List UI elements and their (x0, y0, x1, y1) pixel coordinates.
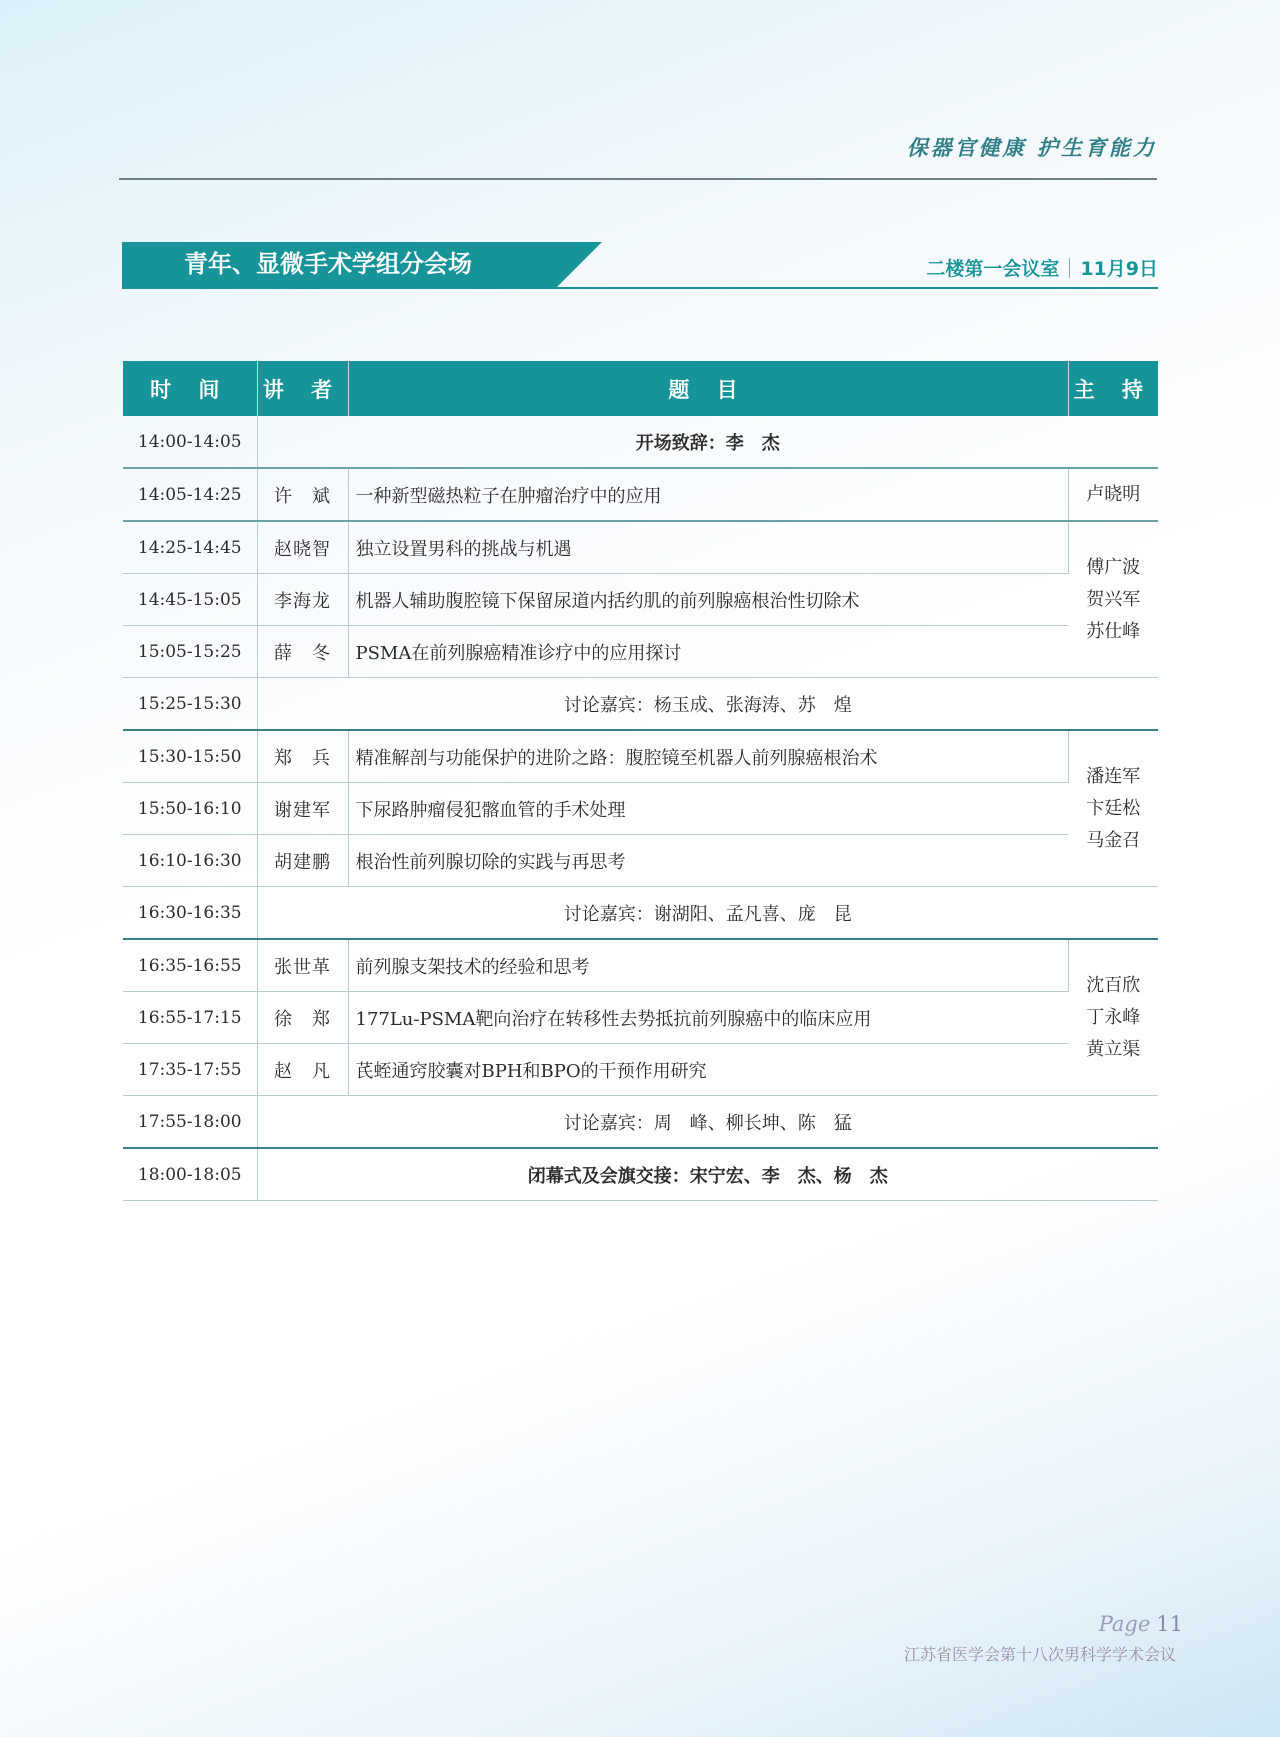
row-speaker: 郑 兵 (257, 730, 348, 783)
row-speaker: 胡建鹏 (257, 835, 348, 887)
row-topic: 机器人辅助腹腔镜下保留尿道内括约肌的前列腺癌根治性切除术 (348, 574, 1068, 626)
table-header-row (123, 361, 1158, 416)
header-topic: 题 目 (348, 361, 1068, 416)
table-row (123, 783, 1158, 835)
row-speaker: 张世革 (257, 939, 348, 992)
row-speaker: 李海龙 (257, 574, 348, 626)
discussion-guests: 讨论嘉宾：谢湖阳、孟凡喜、庞 昆 (257, 887, 1158, 940)
conference-name: 江苏省医学会第十八次男科学学术会议 (903, 1645, 1176, 1664)
header-speaker: 讲 者 (257, 361, 348, 416)
row-chair: 卢晓明 (1068, 468, 1158, 521)
row-time: 16:30-16:35 (123, 887, 257, 940)
page-word: Page (1098, 1612, 1151, 1636)
row-topic: PSMA在前列腺癌精准诊疗中的应用探讨 (348, 626, 1068, 678)
table-row (123, 468, 1158, 521)
table-row (123, 678, 1158, 731)
table-row (123, 416, 1158, 468)
row-topic: 下尿路肿瘤侵犯髂血管的手术处理 (348, 783, 1068, 835)
discussion-guests: 讨论嘉宾：杨玉成、张海涛、苏 煌 (257, 678, 1158, 731)
venue-date: 11月9日 (1080, 258, 1158, 280)
row-topic: 一种新型磁热粒子在肿瘤治疗中的应用 (348, 468, 1068, 521)
banner-slant (557, 242, 602, 287)
row-time: 17:35-17:55 (123, 1044, 257, 1096)
section-underline (122, 287, 1158, 289)
header-time: 时 间 (123, 361, 257, 416)
opening-remarks: 开场致辞：李 杰 (257, 416, 1158, 468)
discussion-guests: 讨论嘉宾：周 峰、柳长坤、陈 猛 (257, 1096, 1158, 1149)
row-topic: 芪蛭通窍胶囊对BPH和BPO的干预作用研究 (348, 1044, 1068, 1096)
row-speaker: 赵晓智 (257, 521, 348, 574)
table-row (123, 574, 1158, 626)
table-row (123, 521, 1158, 574)
row-speaker: 谢建军 (257, 783, 348, 835)
schedule-table (123, 361, 1158, 1201)
header-divider (119, 178, 1157, 180)
section-header (122, 242, 1158, 289)
row-time: 14:05-14:25 (123, 468, 257, 521)
row-time: 15:25-15:30 (123, 678, 257, 731)
row-time: 15:05-15:25 (123, 626, 257, 678)
row-speaker: 赵 凡 (257, 1044, 348, 1096)
row-time: 17:55-18:00 (123, 1096, 257, 1149)
row-topic: 精准解剖与功能保护的进阶之路：腹腔镜至机器人前列腺癌根治术 (348, 730, 1068, 783)
table-row (123, 730, 1158, 783)
table-row (123, 835, 1158, 887)
row-chair: 傅广波 贺兴军 苏仕峰 (1068, 521, 1158, 678)
section-title: 青年、显微手术学组分会场 (184, 250, 472, 278)
row-speaker: 许 斌 (257, 468, 348, 521)
table-row (123, 887, 1158, 940)
row-topic: 独立设置男科的挑战与机遇 (348, 521, 1068, 574)
header-chair: 主 持 (1068, 361, 1158, 416)
row-topic: 177Lu-PSMA靶向治疗在转移性去势抵抗前列腺癌中的临床应用 (348, 992, 1068, 1044)
venue-room: 二楼第一会议室 (926, 258, 1060, 280)
row-chair: 沈百欣 丁永峰 黄立渠 (1068, 939, 1158, 1096)
table-row (123, 1148, 1158, 1201)
row-speaker: 薛 冬 (257, 626, 348, 678)
row-time: 16:55-17:15 (123, 992, 257, 1044)
row-speaker: 徐 郑 (257, 992, 348, 1044)
table-row (123, 939, 1158, 992)
row-time: 14:00-14:05 (123, 416, 257, 468)
row-time: 14:45-15:05 (123, 574, 257, 626)
table-row (123, 1044, 1158, 1096)
slogan: 保器官健康 护生育能力 (906, 135, 1157, 160)
row-time: 18:00-18:05 (123, 1148, 257, 1201)
table-row (123, 1096, 1158, 1149)
section-title-banner (122, 242, 557, 287)
venue-separator (1069, 258, 1070, 278)
row-time: 15:50-16:10 (123, 783, 257, 835)
table-row (123, 992, 1158, 1044)
closing-ceremony: 闭幕式及会旗交接：宋宁宏、李 杰、杨 杰 (257, 1148, 1158, 1201)
row-topic: 前列腺支架技术的经验和思考 (348, 939, 1068, 992)
row-time: 15:30-15:50 (123, 730, 257, 783)
row-chair: 潘连军 卞廷松 马金召 (1068, 730, 1158, 887)
row-time: 16:35-16:55 (123, 939, 257, 992)
page-number (1099, 1612, 1183, 1636)
venue-info (926, 254, 1158, 281)
row-time: 14:25-14:45 (123, 521, 257, 574)
table-row (123, 626, 1158, 678)
page-number-value: 11 (1156, 1612, 1183, 1636)
row-topic: 根治性前列腺切除的实践与再思考 (348, 835, 1068, 887)
row-time: 16:10-16:30 (123, 835, 257, 887)
